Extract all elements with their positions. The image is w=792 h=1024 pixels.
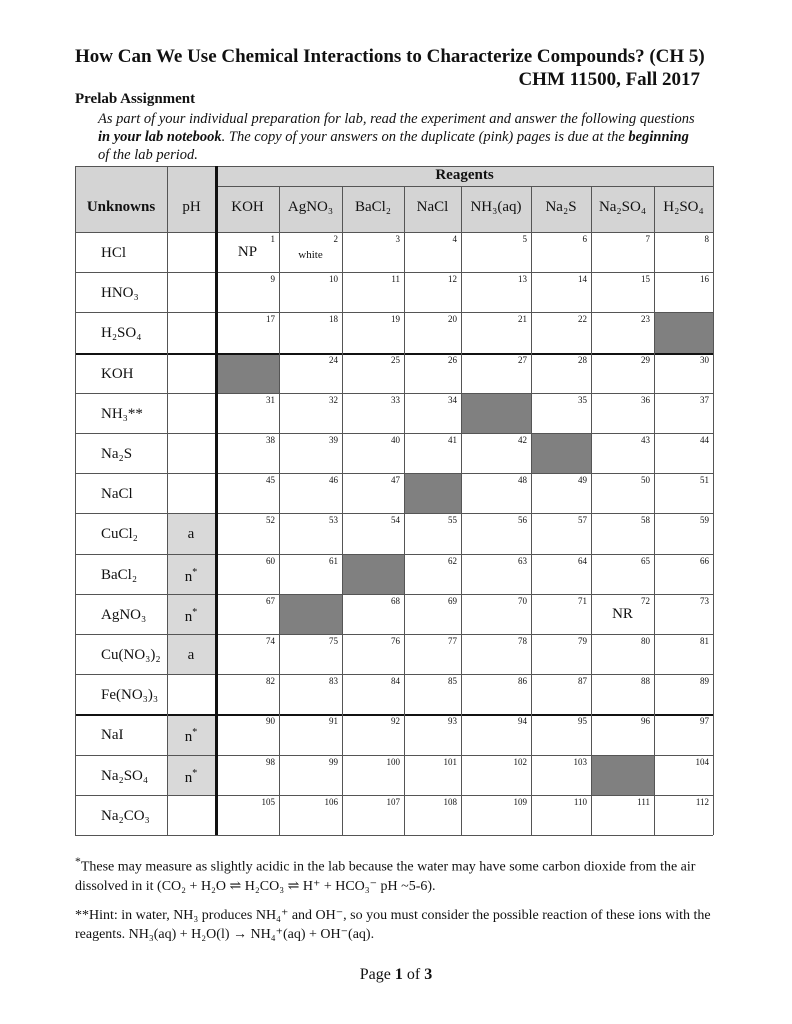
cell-number: 84: [391, 676, 400, 687]
cell-number: 36: [641, 394, 650, 405]
footnote-acidic: [75, 852, 715, 896]
cell-number: 59: [700, 515, 709, 526]
cell-number: 104: [695, 756, 709, 767]
reagent-header: AgNO₃: [287, 199, 334, 215]
table-column-divider: [713, 166, 714, 835]
cell-number: 26: [448, 354, 457, 365]
cell-number: 48: [518, 475, 527, 486]
ph-value: a: [187, 647, 195, 663]
unknown-label: Na₂CO₃: [101, 807, 150, 824]
page-total: 3: [424, 966, 433, 983]
cell-number: 81: [700, 636, 709, 646]
cell-number: 97: [700, 716, 709, 727]
cell-number: 108: [443, 796, 457, 807]
prelab-text-bold: in your lab notebook: [98, 129, 222, 145]
cell-number: 112: [695, 796, 709, 807]
table-row-divider: [75, 312, 713, 313]
cell-number: 46: [329, 475, 338, 486]
cell-number: 79: [578, 636, 587, 646]
cell-number: 51: [700, 475, 709, 486]
prelab-instructions: [98, 110, 698, 164]
cell-number: 88: [641, 676, 650, 687]
reagent-table: [75, 166, 713, 834]
shaded-cell: [280, 595, 342, 634]
table-row-divider: [75, 513, 713, 514]
page-label: of: [402, 966, 425, 983]
table-row-divider: [75, 433, 713, 434]
cell-number: 16: [700, 274, 709, 285]
cell-number: 21: [518, 314, 527, 325]
cell-number: 74: [266, 636, 275, 646]
cell-number: 54: [391, 515, 400, 526]
table-row-divider: [75, 232, 713, 233]
cell-number: 44: [700, 435, 709, 445]
cell-number: 77: [448, 636, 457, 646]
cell-number: 62: [448, 555, 457, 566]
ph-value: n*: [184, 606, 198, 625]
cell-number: 58: [641, 515, 650, 526]
cell-number: 53: [329, 515, 338, 526]
unknown-label: BaCl₂: [101, 566, 138, 583]
cell-number: 34: [448, 394, 457, 405]
cell-number: 94: [518, 716, 527, 727]
cell-number: 43: [641, 435, 650, 445]
cell-number: 98: [266, 756, 275, 767]
cell-number: 91: [329, 716, 338, 727]
cell-number: 55: [448, 515, 457, 526]
cell-number: 1: [270, 234, 275, 244]
ph-footnote-mark: *: [192, 727, 198, 739]
table-column-divider: [167, 166, 168, 835]
ph-value: n*: [184, 727, 198, 746]
cell-number: 12: [448, 274, 457, 285]
cell-number: 7: [645, 234, 650, 244]
unknown-label: Fe(NO₃)₃: [101, 687, 159, 704]
cell-number: 2: [333, 234, 338, 244]
page-footer: [0, 966, 792, 984]
cell-number: 68: [391, 595, 400, 606]
cell-number: 31: [266, 394, 275, 405]
cell-number: 75: [329, 636, 338, 646]
unknown-label: AgNO₃: [101, 606, 147, 623]
ph-header: pH: [182, 199, 201, 215]
cell-number: 56: [518, 515, 527, 526]
footnote-text: These may measure as slightly acidic in the lab because the water may have some carbon dioxide from the air dissolved in it (CO₂ + H₂O ⇌ H₂CO₃ ⇌ H⁺ + HCO₃⁻ pH ~5-6).: [75, 859, 696, 894]
cell-number: 18: [329, 314, 338, 325]
cell-number: 66: [700, 555, 709, 566]
cell-number: 86: [518, 676, 527, 687]
cell-number: 92: [391, 716, 400, 727]
reagents-header: Reagents: [435, 167, 494, 183]
cell-number: 19: [391, 314, 400, 325]
cell-number: 109: [513, 796, 527, 807]
cell-number: 15: [641, 274, 650, 285]
page-label: Page: [359, 966, 395, 983]
table-row-divider: [75, 835, 713, 836]
unknown-label: Na₂SO₄: [101, 767, 149, 784]
cell-number: 27: [518, 354, 527, 365]
table-column-divider: [654, 186, 655, 835]
cell-number: 20: [448, 314, 457, 325]
table-column-divider: [279, 186, 280, 835]
unknown-label: Na₂S: [101, 446, 133, 462]
table-column-divider: [591, 186, 592, 835]
cell-number: 100: [386, 756, 400, 767]
cell-number: 110: [573, 796, 587, 807]
reagent-header: BaCl₂: [354, 199, 392, 215]
cell-number: 33: [391, 394, 400, 405]
table-row-divider: [75, 473, 713, 474]
table-column-divider: [215, 166, 218, 835]
cell-number: 87: [578, 676, 587, 687]
cell-number: 25: [391, 354, 400, 365]
cell-number: 4: [452, 234, 457, 244]
cell-number: 52: [266, 515, 275, 526]
cell-number: 105: [261, 796, 275, 807]
reagent-header: NaCl: [416, 199, 449, 215]
reagent-header: Na₂S: [545, 199, 577, 215]
shaded-cell: [532, 434, 591, 473]
cell-number: 69: [448, 595, 457, 606]
shaded-cell: [462, 394, 531, 433]
cell-number: 78: [518, 636, 527, 646]
cell-number: 70: [518, 595, 527, 606]
cell-number: 10: [329, 274, 338, 285]
cell-number: 17: [266, 314, 275, 325]
cell-number: 8: [704, 234, 709, 244]
cell-number: 35: [578, 394, 587, 405]
cell-number: 32: [329, 394, 338, 405]
ph-footnote-mark: *: [192, 566, 198, 578]
ph-value: n*: [184, 767, 198, 786]
unknown-label: HNO₃: [101, 285, 139, 302]
table-row-divider: [75, 674, 713, 675]
shaded-cell: [592, 756, 654, 795]
unknown-label: HCl: [101, 245, 127, 261]
cell-number: 96: [641, 716, 650, 727]
cell-number: 102: [513, 756, 527, 767]
cell-number: 90: [266, 716, 275, 727]
table-column-divider: [404, 186, 405, 835]
table-column-divider: [342, 186, 343, 835]
cell-number: 37: [700, 394, 709, 405]
cell-number: 9: [270, 274, 275, 285]
cell-number: 82: [266, 676, 275, 687]
cell-number: 65: [641, 555, 650, 566]
cell-number: 63: [518, 555, 527, 566]
shaded-cell: [217, 354, 279, 393]
cell-number: 67: [266, 595, 275, 606]
table-row-divider: [75, 554, 713, 555]
cell-number: 95: [578, 716, 587, 727]
ph-footnote-mark: *: [192, 767, 198, 779]
unknown-label: H₂SO₄: [101, 325, 142, 342]
cell-number: 29: [641, 354, 650, 365]
unknowns-header: Unknowns: [86, 199, 156, 215]
unknown-label: NH₃**: [101, 405, 143, 422]
cell-number: 42: [518, 435, 527, 445]
prelab-heading: Prelab Assignment: [75, 91, 196, 107]
cell-number: 76: [391, 636, 400, 646]
cell-number: 103: [573, 756, 587, 767]
cell-number: 57: [578, 515, 587, 526]
table-column-divider: [75, 166, 76, 835]
cell-number: 28: [578, 354, 587, 365]
cell-observation: NP: [237, 244, 258, 260]
table-row-divider: [75, 634, 713, 635]
prelab-text-part: of the lab period.: [98, 147, 198, 163]
cell-number: 49: [578, 475, 587, 486]
cell-number: 24: [329, 354, 338, 365]
cell-number: 85: [448, 676, 457, 687]
cell-number: 3: [395, 234, 400, 244]
cell-observation: white: [298, 249, 323, 261]
cell-number: 22: [578, 314, 587, 325]
shaded-cell: [655, 313, 713, 352]
cell-number: 93: [448, 716, 457, 727]
prelab-text-bold: beginning: [628, 129, 689, 145]
cell-number: 83: [329, 676, 338, 687]
table-row-divider: [75, 272, 713, 273]
cell-number: 13: [518, 274, 527, 285]
cell-number: 11: [391, 274, 400, 285]
ph-value: n*: [184, 566, 198, 585]
unknown-label: Cu(NO₃)₂: [101, 647, 161, 663]
ph-footnote-mark: *: [192, 606, 198, 618]
course-label: CHM 11500, Fall 2017: [518, 69, 700, 90]
cell-number: 23: [641, 314, 650, 325]
cell-number: 106: [324, 796, 338, 807]
table-column-divider: [531, 186, 532, 835]
cell-number: 41: [448, 435, 457, 445]
cell-number: 64: [578, 555, 587, 566]
cell-number: 71: [578, 595, 587, 606]
cell-number: 30: [700, 354, 709, 365]
reagent-header: NH₃(aq): [470, 199, 522, 215]
ph-value: a: [187, 526, 195, 543]
cell-number: 5: [522, 234, 527, 244]
table-column-divider: [461, 186, 462, 835]
unknown-label: NaCl: [101, 486, 133, 503]
cell-number: 72: [641, 595, 650, 606]
cell-observation: NR: [612, 605, 633, 622]
page-number: 1: [394, 966, 403, 983]
footnote-mark: *: [75, 855, 81, 868]
cell-number: 6: [582, 234, 587, 244]
cell-number: 40: [391, 435, 400, 445]
cell-number: 99: [329, 756, 338, 767]
prelab-text-part: . The copy of your answers on the duplicate (pink) pages is due at the: [221, 129, 629, 145]
cell-number: 39: [329, 435, 338, 445]
cell-number: 111: [637, 796, 650, 807]
cell-number: 73: [700, 595, 709, 606]
reagent-header: H₂SO₄: [663, 199, 704, 215]
shaded-cell: [343, 555, 404, 594]
document-title: How Can We Use Chemical Interactions to Characterize Compounds? (CH 5): [75, 46, 705, 67]
unknown-label: NaI: [101, 727, 124, 744]
cell-number: 89: [700, 676, 709, 687]
prelab-text-part: As part of your individual preparation for lab, read the experiment and answer the following questions: [98, 111, 695, 127]
cell-number: 101: [443, 756, 457, 767]
unknown-label: CuCl₂: [101, 526, 138, 543]
cell-number: 61: [329, 555, 338, 566]
reagent-header: KOH: [231, 199, 264, 215]
reagent-header: Na₂SO₄: [598, 199, 647, 215]
shaded-cell: [405, 474, 461, 513]
cell-number: 50: [641, 475, 650, 486]
footnote-hint: **Hint: in water, NH₃ produces NH₄⁺ and OH⁻, so you must consider the possible reaction of these ions with the reagents. NH₃(aq) + H₂O(l) → NH₄⁺(aq) + OH⁻(aq).: [75, 908, 711, 942]
cell-number: 14: [578, 274, 587, 285]
cell-number: 80: [641, 636, 650, 646]
cell-number: 38: [266, 435, 275, 445]
unknown-label: KOH: [101, 365, 134, 382]
cell-number: 45: [266, 475, 275, 486]
cell-number: 47: [391, 475, 400, 486]
cell-number: 60: [266, 555, 275, 566]
cell-number: 107: [386, 796, 400, 807]
